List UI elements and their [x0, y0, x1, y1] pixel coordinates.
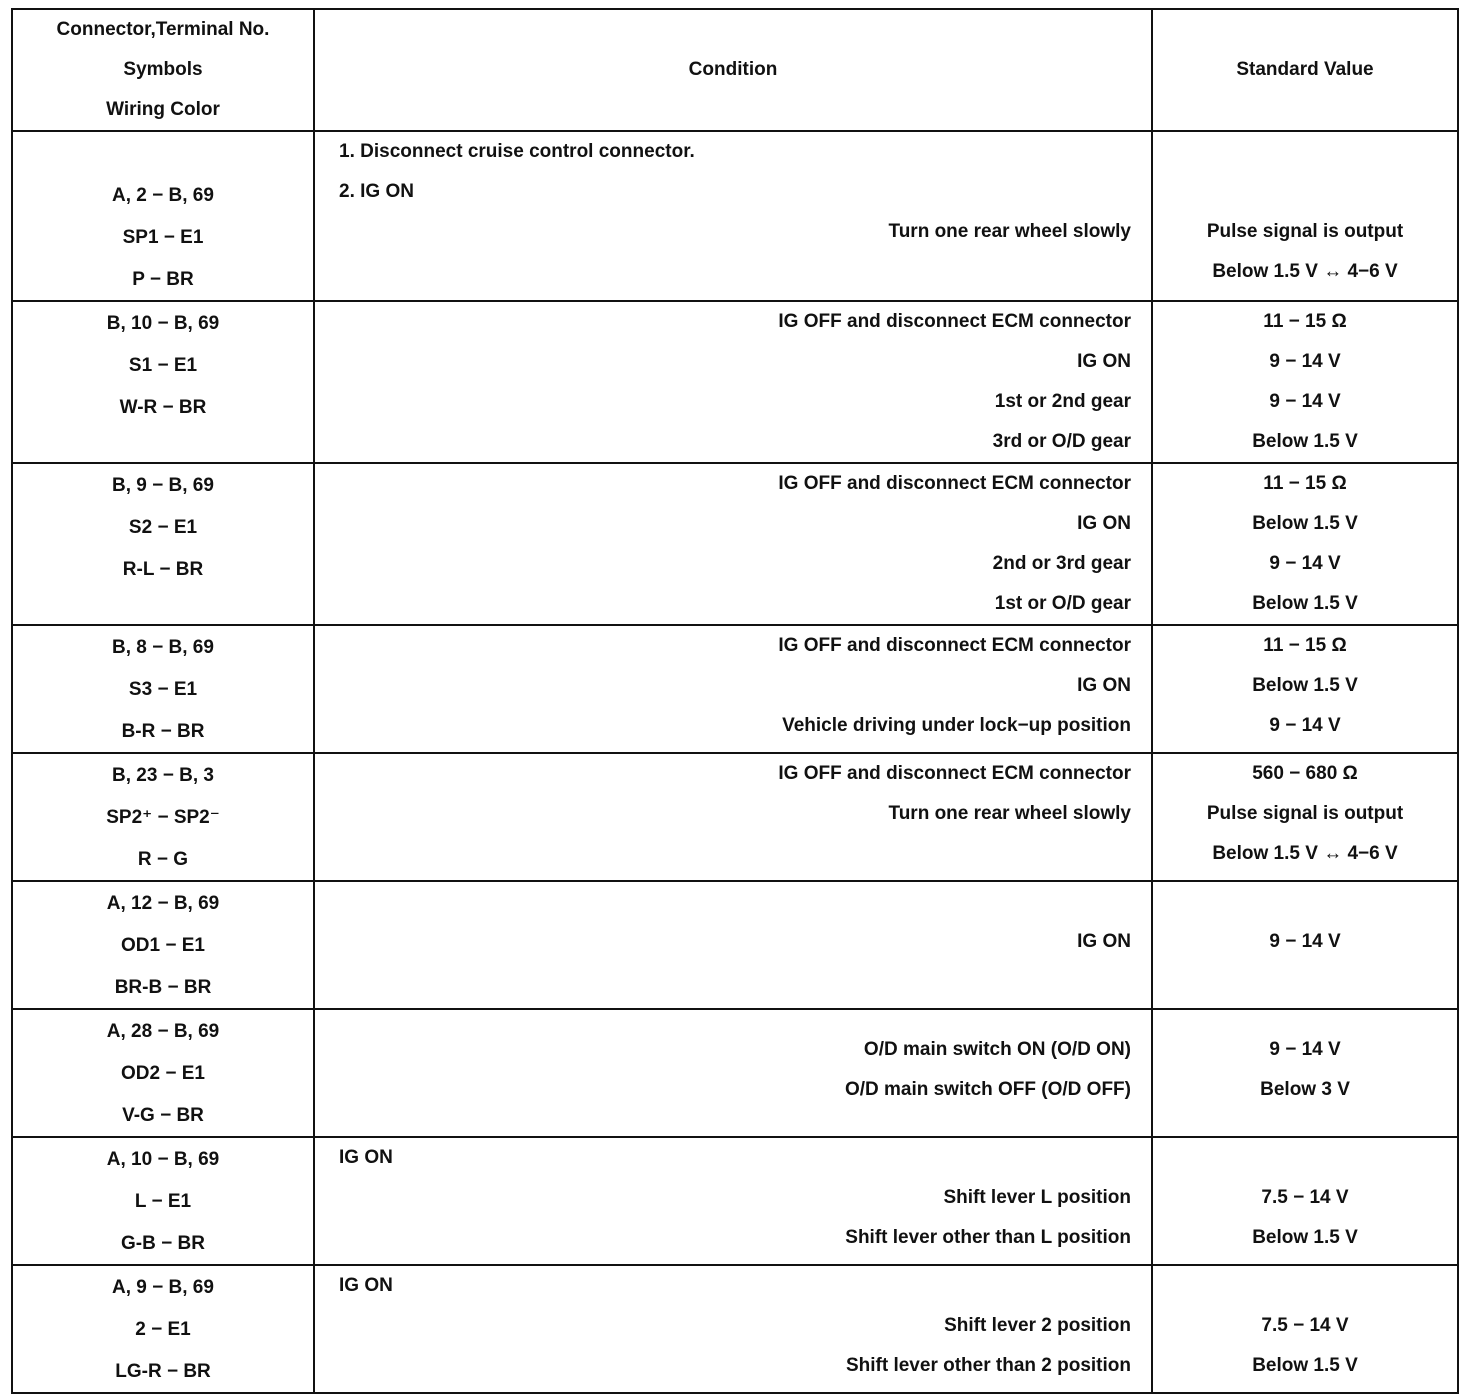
connector-cell	[12, 1137, 314, 1265]
standard-value	[1153, 962, 1457, 1002]
condition-line: 1st or O/D gear	[994, 593, 1131, 614]
connector-cell	[12, 131, 314, 301]
table-row	[12, 753, 1458, 881]
condition-line	[315, 882, 1151, 922]
condition-line: IG ON	[1077, 675, 1131, 696]
condition-step: 2. IG ON	[339, 181, 414, 202]
table-row	[12, 131, 1458, 301]
standard-value: Below 1.5 V	[1252, 675, 1358, 696]
value-cell	[1152, 131, 1458, 301]
value-cell	[1152, 881, 1458, 1009]
standard-value: 9 − 14 V	[1269, 391, 1341, 412]
connector-cell	[12, 1265, 314, 1393]
standard-value: 7.5 − 14 V	[1261, 1315, 1349, 1336]
condition-cell	[314, 131, 1152, 301]
condition-line: IG ON	[1077, 351, 1131, 372]
connector-symbols: S2 − E1	[128, 517, 198, 538]
connector-terminals: B, 10 − B, 69	[106, 313, 220, 334]
connector-cell	[12, 753, 314, 881]
standard-value: Below 1.5 V	[1252, 513, 1358, 534]
connector-terminals: B, 9 − B, 69	[112, 475, 214, 496]
header-connector-line: Symbols	[123, 59, 203, 80]
standard-value: 9 − 14 V	[1269, 1039, 1341, 1060]
table-row	[12, 881, 1458, 1009]
standard-value: Below 1.5 V	[1252, 1355, 1358, 1376]
condition-cell	[314, 463, 1152, 625]
condition-line: IG OFF and disconnect ECM connector	[778, 311, 1131, 332]
condition-line: Shift lever L position	[943, 1187, 1131, 1208]
connector-symbols: OD1 − E1	[121, 935, 205, 956]
value-cell	[1152, 463, 1458, 625]
condition-line: IG OFF and disconnect ECM connector	[778, 763, 1131, 784]
connector-wiring: BR-B − BR	[114, 977, 212, 998]
standard-value: 7.5 − 14 V	[1261, 1187, 1349, 1208]
table-row	[12, 463, 1458, 625]
table-row	[12, 1265, 1458, 1393]
condition-line: Shift lever 2 position	[944, 1315, 1131, 1336]
standard-value	[1153, 882, 1457, 922]
value-cell	[1152, 301, 1458, 463]
value-cell	[1152, 1265, 1458, 1393]
condition-line: IG ON	[1077, 931, 1131, 952]
connector-wiring: R − G	[137, 849, 189, 870]
connector-cell	[12, 881, 314, 1009]
value-cell	[1152, 1137, 1458, 1265]
condition-line: 2nd or 3rd gear	[992, 553, 1131, 574]
header-connector-line: Connector,Terminal No.	[56, 19, 270, 40]
header-standard-value	[1152, 9, 1458, 131]
condition-line: Vehicle driving under lock−up position	[782, 715, 1131, 736]
connector-symbols: S1 − E1	[128, 355, 198, 376]
standard-value: 11 − 15 Ω	[1263, 635, 1347, 656]
standard-value: 11 − 15 Ω	[1263, 473, 1347, 494]
standard-value: Below 1.5 V ↔ 4−6 V	[1212, 261, 1398, 282]
connector-terminals: B, 8 − B, 69	[112, 637, 214, 658]
connector-cell	[12, 463, 314, 625]
condition-line: IG OFF and disconnect ECM connector	[778, 635, 1131, 656]
condition-line: IG OFF and disconnect ECM connector	[778, 473, 1131, 494]
condition-line: O/D main switch OFF (O/D OFF)	[844, 1079, 1131, 1100]
condition-step: IG ON	[339, 1275, 393, 1296]
condition-line: Turn one rear wheel slowly	[888, 221, 1131, 242]
standard-value: Below 1.5 V ↔ 4−6 V	[1212, 843, 1398, 864]
value-cell	[1152, 753, 1458, 881]
condition-cell	[314, 625, 1152, 753]
connector-terminals: A, 9 − B, 69	[112, 1277, 214, 1298]
terminal-spec-table	[11, 8, 1459, 1394]
condition-cell	[314, 1137, 1152, 1265]
connector-cell	[12, 301, 314, 463]
condition-line: O/D main switch ON (O/D ON)	[863, 1039, 1131, 1060]
value-cell	[1152, 625, 1458, 753]
connector-wiring: LG-R − BR	[115, 1361, 211, 1382]
standard-value: Below 1.5 V	[1252, 431, 1358, 452]
condition-cell	[314, 753, 1152, 881]
table-row	[12, 301, 1458, 463]
condition-step: 1. Disconnect cruise control connector.	[339, 141, 695, 162]
standard-value: Below 1.5 V	[1252, 1227, 1358, 1248]
condition-line: 3rd or O/D gear	[992, 431, 1131, 452]
standard-value: Pulse signal is output	[1206, 221, 1404, 242]
header-standard-value-label: Standard Value	[1236, 59, 1374, 80]
connector-symbols: OD2 − E1	[121, 1063, 205, 1084]
connector-wiring: B-R − BR	[121, 721, 205, 742]
connector-wiring: G-B − BR	[121, 1233, 205, 1254]
connector-terminals: A, 12 − B, 69	[106, 893, 220, 914]
condition-line: IG ON	[1077, 513, 1131, 534]
table-row	[12, 1009, 1458, 1137]
connector-wiring: P − BR	[132, 269, 194, 290]
condition-cell	[314, 1265, 1152, 1393]
standard-value: 9 − 14 V	[1269, 351, 1341, 372]
condition-line	[315, 962, 1151, 1002]
condition-line	[315, 252, 1151, 292]
standard-value: 9 − 14 V	[1269, 715, 1341, 736]
connector-symbols: 2 − E1	[135, 1319, 191, 1340]
standard-value: 9 − 14 V	[1269, 553, 1341, 574]
condition-line	[315, 834, 1151, 874]
connector-terminals: A, 10 − B, 69	[106, 1149, 220, 1170]
header-condition	[314, 9, 1152, 131]
connector-symbols: SP1 − E1	[122, 227, 204, 248]
connector-wiring: W-R − BR	[119, 397, 207, 418]
connector-symbols: SP2⁺ − SP2⁻	[106, 807, 220, 828]
header-connector	[12, 9, 314, 131]
table-row	[12, 625, 1458, 753]
condition-line: 1st or 2nd gear	[994, 391, 1131, 412]
condition-step: IG ON	[339, 1147, 393, 1168]
condition-cell	[314, 881, 1152, 1009]
standard-value: 9 − 14 V	[1269, 931, 1341, 952]
connector-cell	[12, 625, 314, 753]
connector-symbols: L − E1	[134, 1191, 192, 1212]
condition-cell	[314, 301, 1152, 463]
standard-value: Below 3 V	[1260, 1079, 1350, 1100]
connector-symbols: S3 − E1	[128, 679, 198, 700]
connector-terminals: B, 23 − B, 3	[112, 765, 214, 786]
header-condition-label: Condition	[688, 59, 778, 80]
connector-wiring: R-L − BR	[122, 559, 204, 580]
header-connector-line: Wiring Color	[106, 99, 220, 120]
connector-terminals: A, 2 − B, 69	[112, 185, 214, 206]
standard-value: 11 − 15 Ω	[1263, 311, 1347, 332]
standard-value: Below 1.5 V	[1252, 593, 1358, 614]
header-row	[12, 9, 1458, 131]
connector-terminals: A, 28 − B, 69	[106, 1021, 220, 1042]
condition-line: Turn one rear wheel slowly	[888, 803, 1131, 824]
connector-cell	[12, 1009, 314, 1137]
standard-value: 560 − 680 Ω	[1252, 763, 1358, 784]
connector-wiring: V-G − BR	[122, 1105, 204, 1126]
condition-line: Shift lever other than 2 position	[845, 1355, 1131, 1376]
standard-value: Pulse signal is output	[1206, 803, 1404, 824]
value-cell	[1152, 1009, 1458, 1137]
table-row	[12, 1137, 1458, 1265]
condition-cell	[314, 1009, 1152, 1137]
condition-line: Shift lever other than L position	[845, 1227, 1131, 1248]
